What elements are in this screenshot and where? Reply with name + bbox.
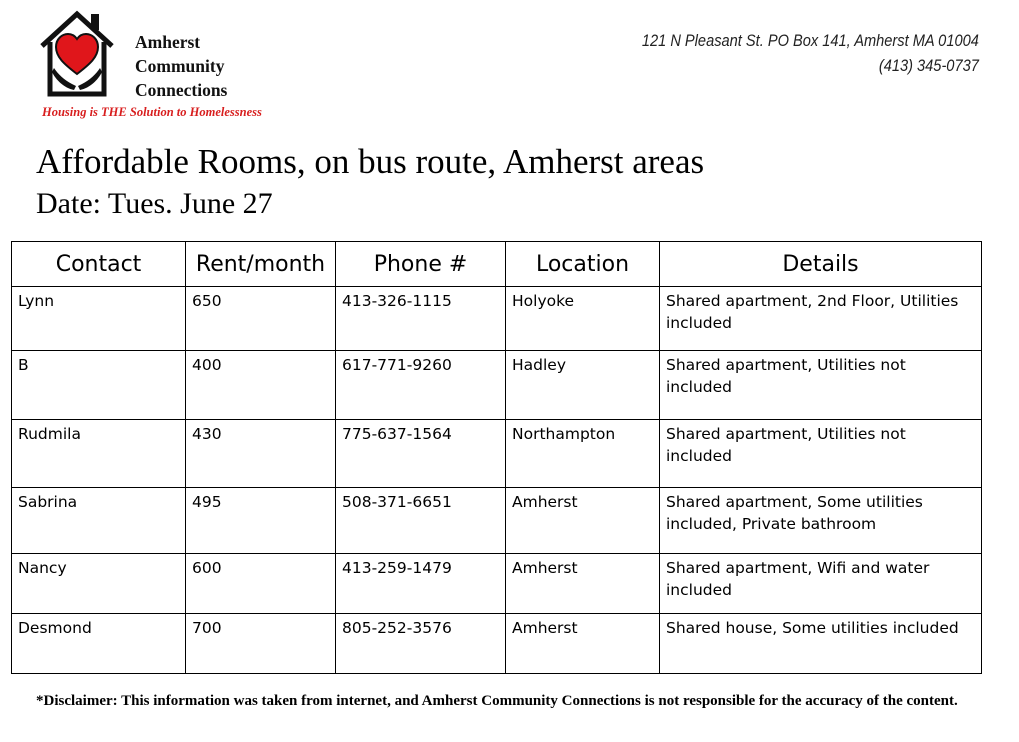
cell-phone: 775-637-1564: [336, 420, 506, 488]
cell-details: Shared apartment, Utilities not included: [660, 351, 982, 420]
cell-rent: 650: [186, 287, 336, 351]
organization-logo: [34, 8, 304, 120]
table-row: [12, 554, 982, 614]
tagline: Housing is THE Solution to Homelessness: [42, 105, 262, 119]
column-header-contact: Contact: [12, 242, 186, 287]
cell-phone: 413-326-1115: [336, 287, 506, 351]
cell-phone: 617-771-9260: [336, 351, 506, 420]
cell-rent: 700: [186, 614, 336, 674]
cell-phone: 805-252-3576: [336, 614, 506, 674]
cell-rent: 600: [186, 554, 336, 614]
cell-rent: 400: [186, 351, 336, 420]
cell-contact: Rudmila: [12, 420, 186, 488]
table-row: [12, 287, 982, 351]
page-title: Affordable Rooms, on bus route, Amherst areas: [36, 142, 705, 181]
column-header-phone: Phone #: [336, 242, 506, 287]
cell-location: Northampton: [506, 420, 660, 488]
cell-rent: 495: [186, 488, 336, 554]
table-header-row: [12, 242, 982, 287]
cell-details: Shared house, Some utilities included: [660, 614, 982, 674]
organization-name: [135, 30, 227, 102]
cell-phone: 413-259-1479: [336, 554, 506, 614]
column-header-rent: Rent/month: [186, 242, 336, 287]
org-name-line3: Connections: [135, 80, 228, 100]
table-row: [12, 488, 982, 554]
cell-details: Shared apartment, Wifi and water included: [660, 554, 982, 614]
cell-details: Shared apartment, Utilities not included: [660, 420, 982, 488]
cell-location: Hadley: [506, 351, 660, 420]
cell-location: Amherst: [506, 614, 660, 674]
column-header-details: Details: [660, 242, 982, 287]
cell-location: Holyoke: [506, 287, 660, 351]
cell-contact: Nancy: [12, 554, 186, 614]
cell-rent: 430: [186, 420, 336, 488]
cell-details: Shared apartment, 2nd Floor, Utilities included: [660, 287, 982, 351]
column-header-location: Location: [506, 242, 660, 287]
page-date: Date: Tues. June 27: [36, 187, 273, 220]
cell-location: Amherst: [506, 554, 660, 614]
address-block: [642, 28, 979, 78]
cell-details: Shared apartment, Some utilities included, Private bathroom: [660, 488, 982, 554]
phone-line: (413) 345-0737: [879, 56, 979, 75]
cell-contact: Sabrina: [12, 488, 186, 554]
table-row: [12, 614, 982, 674]
cell-contact: B: [12, 351, 186, 420]
address-line: 121 N Pleasant St. PO Box 141, Amherst MA 01004: [642, 31, 979, 50]
org-name-line2: Community: [135, 56, 225, 76]
disclaimer: *Disclaimer: This information was taken from internet, and Amherst Community Connections is not responsible for the accuracy of the content.: [36, 693, 958, 709]
cell-contact: Desmond: [12, 614, 186, 674]
rooms-table: [11, 241, 982, 674]
cell-location: Amherst: [506, 488, 660, 554]
org-name-line1: Amherst: [135, 32, 201, 52]
table-row: [12, 420, 982, 488]
cell-phone: 508-371-6651: [336, 488, 506, 554]
house-heart-hands-icon: [34, 8, 134, 100]
cell-contact: Lynn: [12, 287, 186, 351]
table-row: [12, 351, 982, 420]
